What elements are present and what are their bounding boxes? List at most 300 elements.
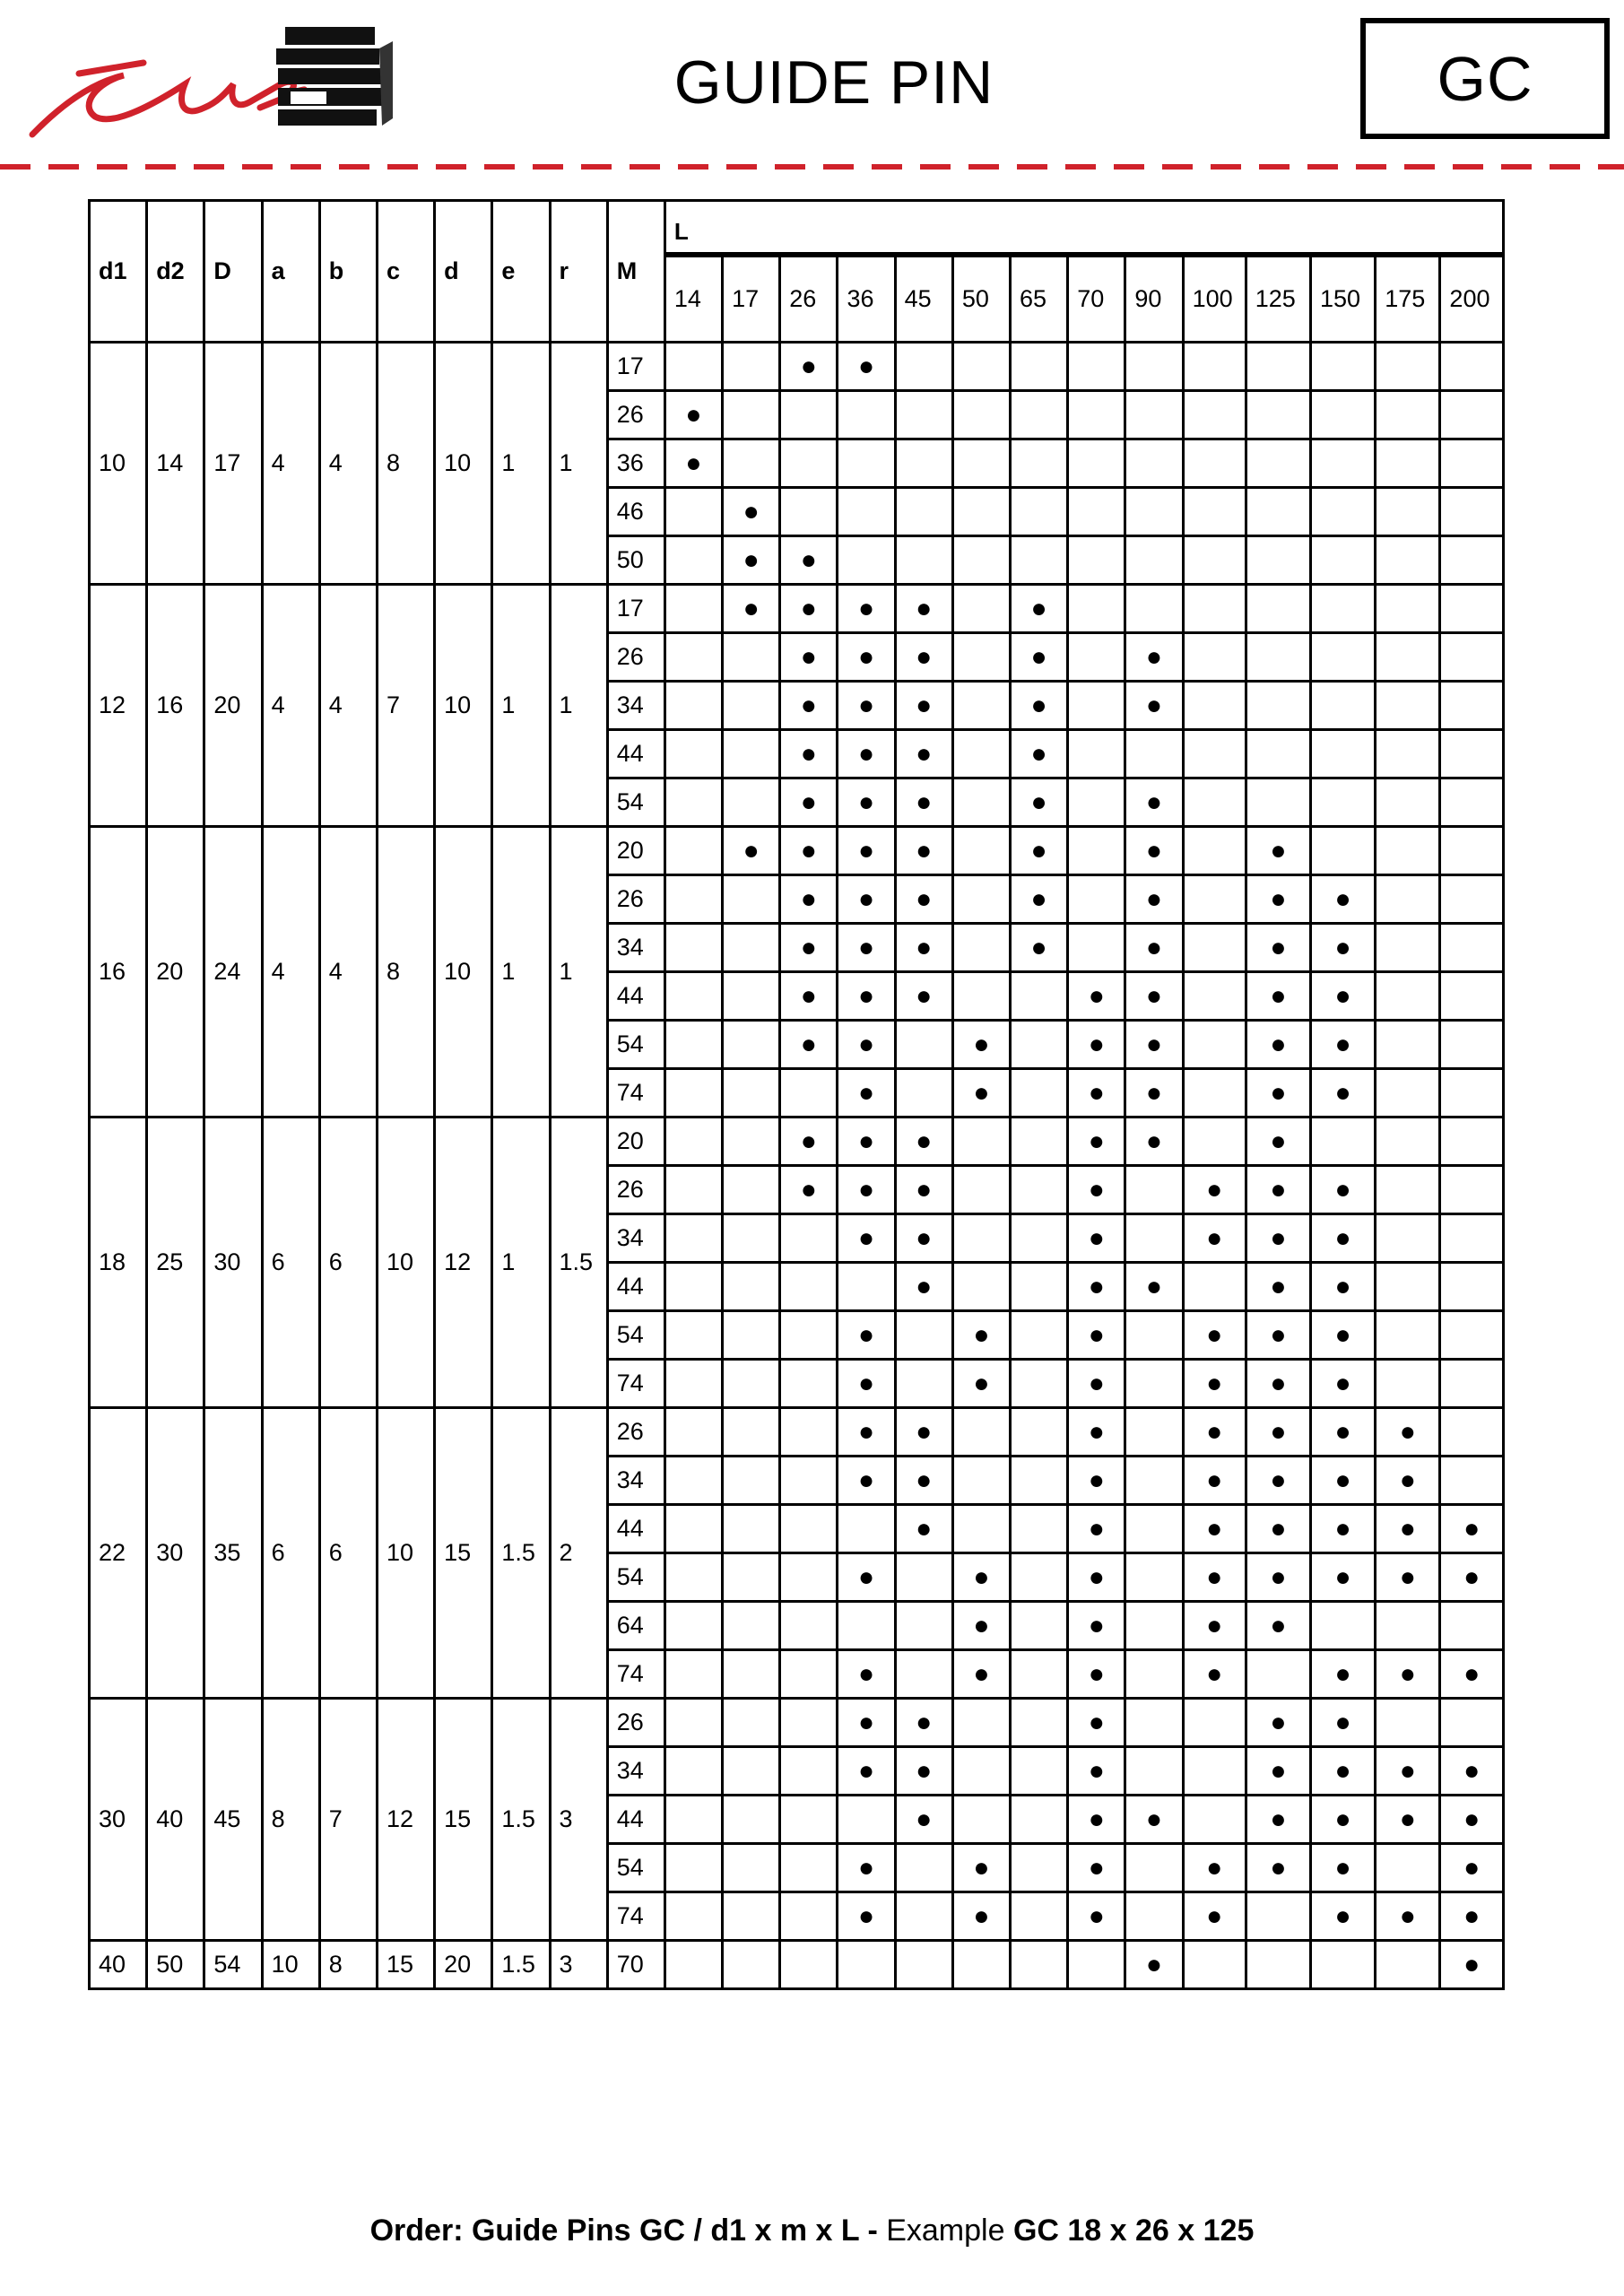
availability-dot: ● — [1246, 1118, 1310, 1166]
availability-dot: ● — [780, 1021, 838, 1069]
availability-dot: ● — [1246, 1166, 1310, 1214]
empty-cell — [1440, 972, 1504, 1021]
empty-cell — [1011, 1118, 1068, 1166]
empty-cell — [1310, 488, 1375, 536]
m-value-cell: 36 — [607, 439, 664, 488]
availability-dot: ● — [1440, 1796, 1504, 1844]
empty-cell — [838, 536, 895, 585]
availability-dot: ● — [1246, 1214, 1310, 1263]
m-value-cell: 26 — [607, 1166, 664, 1214]
empty-cell — [1376, 1166, 1440, 1214]
param-cell: 1 — [492, 827, 550, 1118]
m-value-cell: 54 — [607, 778, 664, 827]
empty-cell — [838, 488, 895, 536]
empty-cell — [723, 391, 780, 439]
empty-cell — [895, 1602, 952, 1650]
empty-cell — [723, 1602, 780, 1650]
availability-dot: ● — [1068, 972, 1125, 1021]
empty-cell — [1125, 1892, 1183, 1941]
param-cell: 30 — [147, 1408, 204, 1699]
m-value-cell: 44 — [607, 972, 664, 1021]
empty-cell — [1125, 1747, 1183, 1796]
availability-dot: ● — [780, 875, 838, 924]
empty-cell — [723, 1747, 780, 1796]
table-row — [90, 585, 1504, 633]
param-cell: 10 — [262, 1941, 319, 1989]
availability-dot: ● — [1183, 1553, 1246, 1602]
empty-cell — [1376, 633, 1440, 682]
empty-cell — [1183, 1118, 1246, 1166]
empty-cell — [723, 875, 780, 924]
empty-cell — [895, 1360, 952, 1408]
empty-cell — [1440, 343, 1504, 391]
empty-cell — [1440, 1263, 1504, 1311]
empty-cell — [1246, 391, 1310, 439]
empty-cell — [1183, 730, 1246, 778]
empty-cell — [780, 1360, 838, 1408]
availability-dot: ● — [1440, 1553, 1504, 1602]
header-l: L — [664, 201, 1503, 255]
availability-dot: ● — [1440, 1650, 1504, 1699]
empty-cell — [952, 1118, 1010, 1166]
availability-dot: ● — [1068, 1747, 1125, 1796]
empty-cell — [895, 439, 952, 488]
empty-cell — [664, 1505, 722, 1553]
availability-dot: ● — [838, 1892, 895, 1941]
empty-cell — [1440, 1021, 1504, 1069]
l-value-header: 175 — [1376, 255, 1440, 343]
empty-cell — [664, 1796, 722, 1844]
empty-cell — [1125, 1844, 1183, 1892]
availability-dot: ● — [838, 682, 895, 730]
table-row — [90, 827, 1504, 875]
empty-cell — [1068, 1941, 1125, 1989]
empty-cell — [1310, 1941, 1375, 1989]
availability-dot: ● — [1246, 1263, 1310, 1311]
empty-cell — [952, 1408, 1010, 1457]
availability-dot: ● — [1011, 924, 1068, 972]
empty-cell — [1310, 585, 1375, 633]
empty-cell — [664, 1021, 722, 1069]
availability-dot: ● — [1068, 1457, 1125, 1505]
empty-cell — [1125, 730, 1183, 778]
empty-cell — [1440, 585, 1504, 633]
empty-cell — [1068, 827, 1125, 875]
availability-dot: ● — [838, 1457, 895, 1505]
empty-cell — [838, 1602, 895, 1650]
availability-dot: ● — [895, 1214, 952, 1263]
header-a: a — [262, 201, 319, 343]
empty-cell — [780, 1069, 838, 1118]
empty-cell — [1246, 1650, 1310, 1699]
m-value-cell: 70 — [607, 1941, 664, 1989]
empty-cell — [664, 1844, 722, 1892]
empty-cell — [1011, 391, 1068, 439]
availability-dot: ● — [1376, 1796, 1440, 1844]
availability-dot: ● — [838, 1650, 895, 1699]
empty-cell — [1376, 1069, 1440, 1118]
empty-cell — [952, 1457, 1010, 1505]
availability-dot: ● — [780, 343, 838, 391]
empty-cell — [1440, 488, 1504, 536]
m-value-cell: 74 — [607, 1892, 664, 1941]
param-cell: 10 — [435, 827, 492, 1118]
availability-dot: ● — [838, 1069, 895, 1118]
availability-dot: ● — [838, 1118, 895, 1166]
empty-cell — [1011, 1796, 1068, 1844]
empty-cell — [952, 682, 1010, 730]
empty-cell — [664, 1166, 722, 1214]
empty-cell — [895, 1650, 952, 1699]
header-D: D — [204, 201, 262, 343]
empty-cell — [723, 1892, 780, 1941]
empty-cell — [1440, 1602, 1504, 1650]
availability-dot: ● — [1440, 1505, 1504, 1553]
table-header — [90, 201, 1504, 343]
empty-cell — [1125, 1408, 1183, 1457]
availability-dot: ● — [1310, 1069, 1375, 1118]
m-value-cell: 64 — [607, 1602, 664, 1650]
l-value-header: 14 — [664, 255, 722, 343]
param-cell: 10 — [435, 585, 492, 827]
empty-cell — [1310, 439, 1375, 488]
availability-dot: ● — [1068, 1214, 1125, 1263]
empty-cell — [1376, 343, 1440, 391]
empty-cell — [1011, 439, 1068, 488]
empty-cell — [1246, 778, 1310, 827]
availability-dot: ● — [780, 682, 838, 730]
availability-dot: ● — [1068, 1166, 1125, 1214]
availability-dot: ● — [1310, 875, 1375, 924]
availability-dot: ● — [780, 924, 838, 972]
availability-dot: ● — [1125, 1941, 1183, 1989]
param-cell: 15 — [377, 1941, 434, 1989]
empty-cell — [895, 1311, 952, 1360]
availability-dot: ● — [838, 1214, 895, 1263]
empty-cell — [1183, 972, 1246, 1021]
empty-cell — [664, 827, 722, 875]
empty-cell — [838, 391, 895, 439]
empty-cell — [1440, 1118, 1504, 1166]
empty-cell — [1376, 1214, 1440, 1263]
param-cell: 4 — [262, 343, 319, 585]
order-footer — [0, 2213, 1624, 2248]
empty-cell — [1125, 1457, 1183, 1505]
empty-cell — [1310, 730, 1375, 778]
empty-cell — [1376, 778, 1440, 827]
signature-mark — [32, 63, 304, 135]
empty-cell — [1376, 536, 1440, 585]
product-code: GC — [1437, 43, 1533, 114]
availability-dot: ● — [895, 682, 952, 730]
empty-cell — [664, 536, 722, 585]
example-value: GC 18 x 26 x 125 — [1012, 2213, 1255, 2248]
empty-cell — [780, 488, 838, 536]
empty-cell — [1011, 1408, 1068, 1457]
availability-dot: ● — [1183, 1505, 1246, 1553]
empty-cell — [1183, 488, 1246, 536]
empty-cell — [780, 1796, 838, 1844]
availability-dot: ● — [952, 1553, 1010, 1602]
availability-dot: ● — [1068, 1360, 1125, 1408]
empty-cell — [1068, 778, 1125, 827]
empty-cell — [1376, 391, 1440, 439]
empty-cell — [723, 343, 780, 391]
empty-cell — [664, 633, 722, 682]
availability-dot: ● — [1310, 1747, 1375, 1796]
availability-dot: ● — [895, 1408, 952, 1457]
empty-cell — [1376, 730, 1440, 778]
param-cell: 1.5 — [492, 1941, 550, 1989]
availability-dot: ● — [895, 1263, 952, 1311]
empty-cell — [1440, 1214, 1504, 1263]
table-body — [90, 343, 1504, 1989]
availability-dot: ● — [1125, 827, 1183, 875]
availability-dot: ● — [1125, 1069, 1183, 1118]
availability-dot: ● — [838, 730, 895, 778]
empty-cell — [723, 1699, 780, 1747]
empty-cell — [1068, 343, 1125, 391]
availability-dot: ● — [1183, 1408, 1246, 1457]
empty-cell — [1246, 1892, 1310, 1941]
m-value-cell: 26 — [607, 875, 664, 924]
empty-cell — [895, 1844, 952, 1892]
empty-cell — [664, 1457, 722, 1505]
availability-dot: ● — [838, 1311, 895, 1360]
empty-cell — [780, 1844, 838, 1892]
availability-dot: ● — [1183, 1844, 1246, 1892]
empty-cell — [1125, 1505, 1183, 1553]
empty-cell — [1440, 1166, 1504, 1214]
empty-cell — [780, 1457, 838, 1505]
param-cell: 22 — [90, 1408, 147, 1699]
param-cell: 6 — [319, 1118, 377, 1408]
empty-cell — [1310, 536, 1375, 585]
empty-cell — [1183, 1263, 1246, 1311]
m-value-cell: 20 — [607, 827, 664, 875]
empty-cell — [1011, 1941, 1068, 1989]
empty-cell — [1246, 585, 1310, 633]
availability-dot: ● — [1310, 1553, 1375, 1602]
m-value-cell: 44 — [607, 1796, 664, 1844]
empty-cell — [723, 1650, 780, 1699]
empty-cell — [664, 778, 722, 827]
empty-cell — [1011, 343, 1068, 391]
availability-dot: ● — [723, 827, 780, 875]
empty-cell — [1183, 778, 1246, 827]
empty-cell — [1246, 343, 1310, 391]
param-cell: 8 — [377, 827, 434, 1118]
param-cell: 1.5 — [492, 1408, 550, 1699]
availability-dot: ● — [1246, 1844, 1310, 1892]
empty-cell — [1376, 1602, 1440, 1650]
availability-dot: ● — [1246, 1021, 1310, 1069]
availability-dot: ● — [1246, 1360, 1310, 1408]
empty-cell — [723, 1118, 780, 1166]
empty-cell — [780, 439, 838, 488]
param-cell: 12 — [435, 1118, 492, 1408]
empty-cell — [780, 1650, 838, 1699]
param-cell: 8 — [262, 1699, 319, 1941]
param-cell: 30 — [90, 1699, 147, 1941]
empty-cell — [1440, 1457, 1504, 1505]
empty-cell — [952, 875, 1010, 924]
availability-dot: ● — [780, 1166, 838, 1214]
availability-dot: ● — [723, 488, 780, 536]
empty-cell — [1068, 439, 1125, 488]
empty-cell — [1125, 1360, 1183, 1408]
availability-dot: ● — [1246, 1747, 1310, 1796]
empty-cell — [723, 972, 780, 1021]
availability-dot: ● — [1376, 1892, 1440, 1941]
empty-cell — [780, 1553, 838, 1602]
empty-cell — [1125, 1650, 1183, 1699]
m-value-cell: 26 — [607, 633, 664, 682]
availability-dot: ● — [1246, 827, 1310, 875]
empty-cell — [664, 343, 722, 391]
availability-dot: ● — [780, 536, 838, 585]
availability-dot: ● — [1125, 1796, 1183, 1844]
empty-cell — [1246, 682, 1310, 730]
availability-dot: ● — [1310, 1263, 1375, 1311]
empty-cell — [952, 1263, 1010, 1311]
availability-dot: ● — [1125, 1021, 1183, 1069]
empty-cell — [1246, 439, 1310, 488]
empty-cell — [1011, 1069, 1068, 1118]
empty-cell — [895, 1553, 952, 1602]
empty-cell — [1246, 1941, 1310, 1989]
param-cell: 1 — [550, 827, 607, 1118]
empty-cell — [895, 343, 952, 391]
param-cell: 6 — [262, 1408, 319, 1699]
param-cell: 12 — [377, 1699, 434, 1941]
empty-cell — [664, 1263, 722, 1311]
empty-cell — [1376, 1311, 1440, 1360]
availability-dot: ● — [1376, 1747, 1440, 1796]
availability-dot: ● — [1246, 875, 1310, 924]
availability-dot: ● — [895, 1166, 952, 1214]
m-value-cell: 34 — [607, 1214, 664, 1263]
availability-dot: ● — [895, 1505, 952, 1553]
param-cell: 1 — [492, 1118, 550, 1408]
l-value-header: 90 — [1125, 255, 1183, 343]
m-value-cell: 44 — [607, 730, 664, 778]
param-cell: 15 — [435, 1699, 492, 1941]
empty-cell — [952, 488, 1010, 536]
m-value-cell: 54 — [607, 1844, 664, 1892]
empty-cell — [1068, 585, 1125, 633]
empty-cell — [1440, 730, 1504, 778]
empty-cell — [1125, 1553, 1183, 1602]
param-cell: 8 — [319, 1941, 377, 1989]
empty-cell — [895, 1941, 952, 1989]
availability-dot: ● — [1068, 1844, 1125, 1892]
empty-cell — [1011, 1214, 1068, 1263]
empty-cell — [664, 1069, 722, 1118]
availability-dot: ● — [1246, 1069, 1310, 1118]
availability-dot: ● — [895, 1796, 952, 1844]
empty-cell — [1246, 536, 1310, 585]
empty-cell — [664, 1311, 722, 1360]
empty-cell — [952, 536, 1010, 585]
availability-dot: ● — [1011, 730, 1068, 778]
empty-cell — [838, 1263, 895, 1311]
empty-cell — [664, 924, 722, 972]
empty-cell — [1376, 1263, 1440, 1311]
empty-cell — [1183, 1941, 1246, 1989]
param-cell: 14 — [147, 343, 204, 585]
empty-cell — [952, 343, 1010, 391]
param-cell: 16 — [90, 827, 147, 1118]
empty-cell — [1011, 1360, 1068, 1408]
empty-cell — [723, 1941, 780, 1989]
availability-dot: ● — [952, 1844, 1010, 1892]
param-cell: 1 — [550, 343, 607, 585]
empty-cell — [1183, 343, 1246, 391]
availability-dot: ● — [952, 1021, 1010, 1069]
availability-dot: ● — [1068, 1263, 1125, 1311]
empty-cell — [723, 682, 780, 730]
empty-cell — [1246, 730, 1310, 778]
availability-dot: ● — [1440, 1747, 1504, 1796]
empty-cell — [1011, 1699, 1068, 1747]
empty-cell — [1125, 439, 1183, 488]
empty-cell — [780, 1311, 838, 1360]
empty-cell — [1376, 1844, 1440, 1892]
availability-dot: ● — [780, 1118, 838, 1166]
m-value-cell: 54 — [607, 1311, 664, 1360]
availability-dot: ● — [895, 1747, 952, 1796]
param-cell: 1 — [492, 343, 550, 585]
m-value-cell: 20 — [607, 1118, 664, 1166]
empty-cell — [1125, 585, 1183, 633]
availability-dot: ● — [1246, 1311, 1310, 1360]
empty-cell — [664, 1650, 722, 1699]
empty-cell — [952, 1796, 1010, 1844]
availability-dot: ● — [1310, 1505, 1375, 1553]
availability-dot: ● — [1011, 585, 1068, 633]
spec-table-container — [88, 199, 1505, 1990]
availability-dot: ● — [1440, 1844, 1504, 1892]
empty-cell — [723, 1553, 780, 1602]
empty-cell — [723, 1844, 780, 1892]
availability-dot: ● — [838, 778, 895, 827]
empty-cell — [723, 778, 780, 827]
param-cell: 4 — [262, 827, 319, 1118]
empty-cell — [895, 536, 952, 585]
availability-dot: ● — [1068, 1311, 1125, 1360]
empty-cell — [664, 1941, 722, 1989]
empty-cell — [1125, 1166, 1183, 1214]
empty-cell — [1376, 1360, 1440, 1408]
availability-dot: ● — [895, 924, 952, 972]
empty-cell — [1440, 1311, 1504, 1360]
empty-cell — [723, 1263, 780, 1311]
m-value-cell: 54 — [607, 1553, 664, 1602]
empty-cell — [1183, 1699, 1246, 1747]
empty-cell — [1246, 488, 1310, 536]
availability-dot: ● — [838, 1360, 895, 1408]
availability-dot: ● — [780, 633, 838, 682]
empty-cell — [838, 1505, 895, 1553]
m-value-cell: 50 — [607, 536, 664, 585]
header-r: r — [550, 201, 607, 343]
availability-dot: ● — [1125, 875, 1183, 924]
availability-dot: ● — [780, 585, 838, 633]
availability-dot: ● — [1310, 1408, 1375, 1457]
availability-dot: ● — [1183, 1311, 1246, 1360]
availability-dot: ● — [1011, 682, 1068, 730]
